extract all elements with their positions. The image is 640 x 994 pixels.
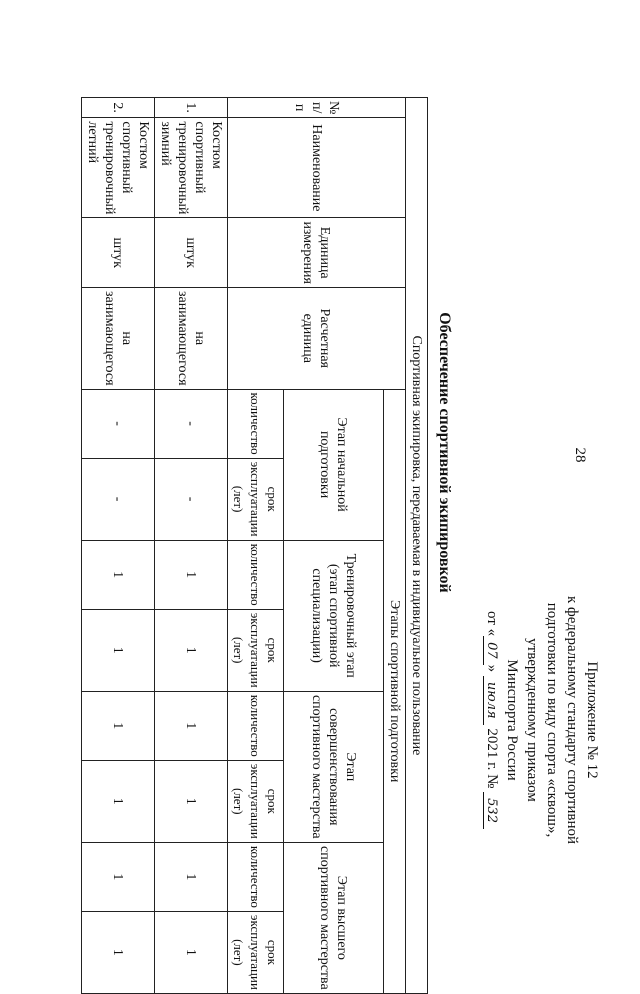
header-name: Наименование (228, 118, 406, 218)
row-value: 1 (155, 609, 228, 691)
row-value: 1 (82, 760, 155, 842)
document-title: Обеспечение спортивной экипировкой (436, 312, 453, 593)
date-prefix: от « (484, 611, 500, 637)
row-value: 1 (155, 760, 228, 842)
header-num: № п/п (228, 98, 406, 118)
appendix-line: к федеральному стандарту спортивной (564, 595, 580, 845)
header-stage-highest: Этап высшего спортивного мастерства (284, 842, 384, 993)
row-value: 1 (155, 911, 228, 993)
row-value: - (155, 389, 228, 458)
row-value: 1 (82, 842, 155, 911)
handwritten-number: 532 (483, 792, 499, 829)
header-calc-unit: Расчетная единица (228, 287, 406, 389)
row-calc-unit: на занимающегося (155, 287, 228, 389)
header-term: срок эксплуатации (лет) (228, 609, 284, 691)
row-value: 1 (155, 691, 228, 760)
header-stage-improvement: Этап совершенствования спортивного мастерства (284, 691, 384, 842)
header-stage-initial: Этап начальной подготовки (284, 389, 384, 540)
appendix-date-line (481, 570, 502, 870)
table-row (155, 98, 228, 994)
row-value: - (155, 458, 228, 540)
row-unit: штук (82, 218, 155, 288)
header-term: срок эксплуатации (лет) (228, 911, 284, 993)
row-calc-unit: на занимающегося (82, 287, 155, 389)
header-stage-training: Тренировочный этап (этап спортивной специализации) (284, 540, 384, 691)
table-top-header: Спортивная экипировка, передаваемая в индивидуальное пользование (406, 98, 428, 994)
row-value: - (82, 389, 155, 458)
appendix-block (481, 570, 602, 870)
header-unit: Единица измерения (228, 218, 406, 288)
equipment-table (81, 97, 428, 994)
row-name: Костюм спортивный тренировочный летний (82, 118, 155, 218)
row-value: 1 (82, 691, 155, 760)
row-num: 1. (155, 98, 228, 118)
header-quantity: количество (228, 389, 284, 458)
row-name: Костюм спортивный тренировочный зимний (155, 118, 228, 218)
appendix-line: подготовки по виду спорта «сквош», (544, 602, 560, 838)
table-row (82, 98, 155, 994)
row-value: 1 (155, 842, 228, 911)
header-quantity: количество (228, 540, 284, 609)
appendix-line: Минспорта России (504, 659, 520, 781)
row-num: 2. (82, 98, 155, 118)
row-value: 1 (82, 609, 155, 691)
header-stages: Этапы спортивной подготовки (384, 389, 406, 993)
handwritten-month: июля (483, 676, 499, 725)
page-number: 28 (572, 447, 588, 463)
header-quantity: количество (228, 842, 284, 911)
row-value: 1 (155, 540, 228, 609)
row-value: - (82, 458, 155, 540)
row-unit: штук (155, 218, 228, 288)
date-mid: » (484, 664, 500, 673)
header-quantity: количество (228, 691, 284, 760)
handwritten-day: 07 (483, 636, 499, 665)
header-term: срок эксплуатации (лет) (228, 760, 284, 842)
row-value: 1 (82, 911, 155, 993)
date-year: 2021 г. № (484, 728, 500, 789)
row-value: 1 (82, 540, 155, 609)
appendix-line: Приложение № 12 (584, 661, 600, 779)
appendix-line: утвержденному приказом (524, 638, 540, 802)
header-term: срок эксплуатации (лет) (228, 458, 284, 540)
